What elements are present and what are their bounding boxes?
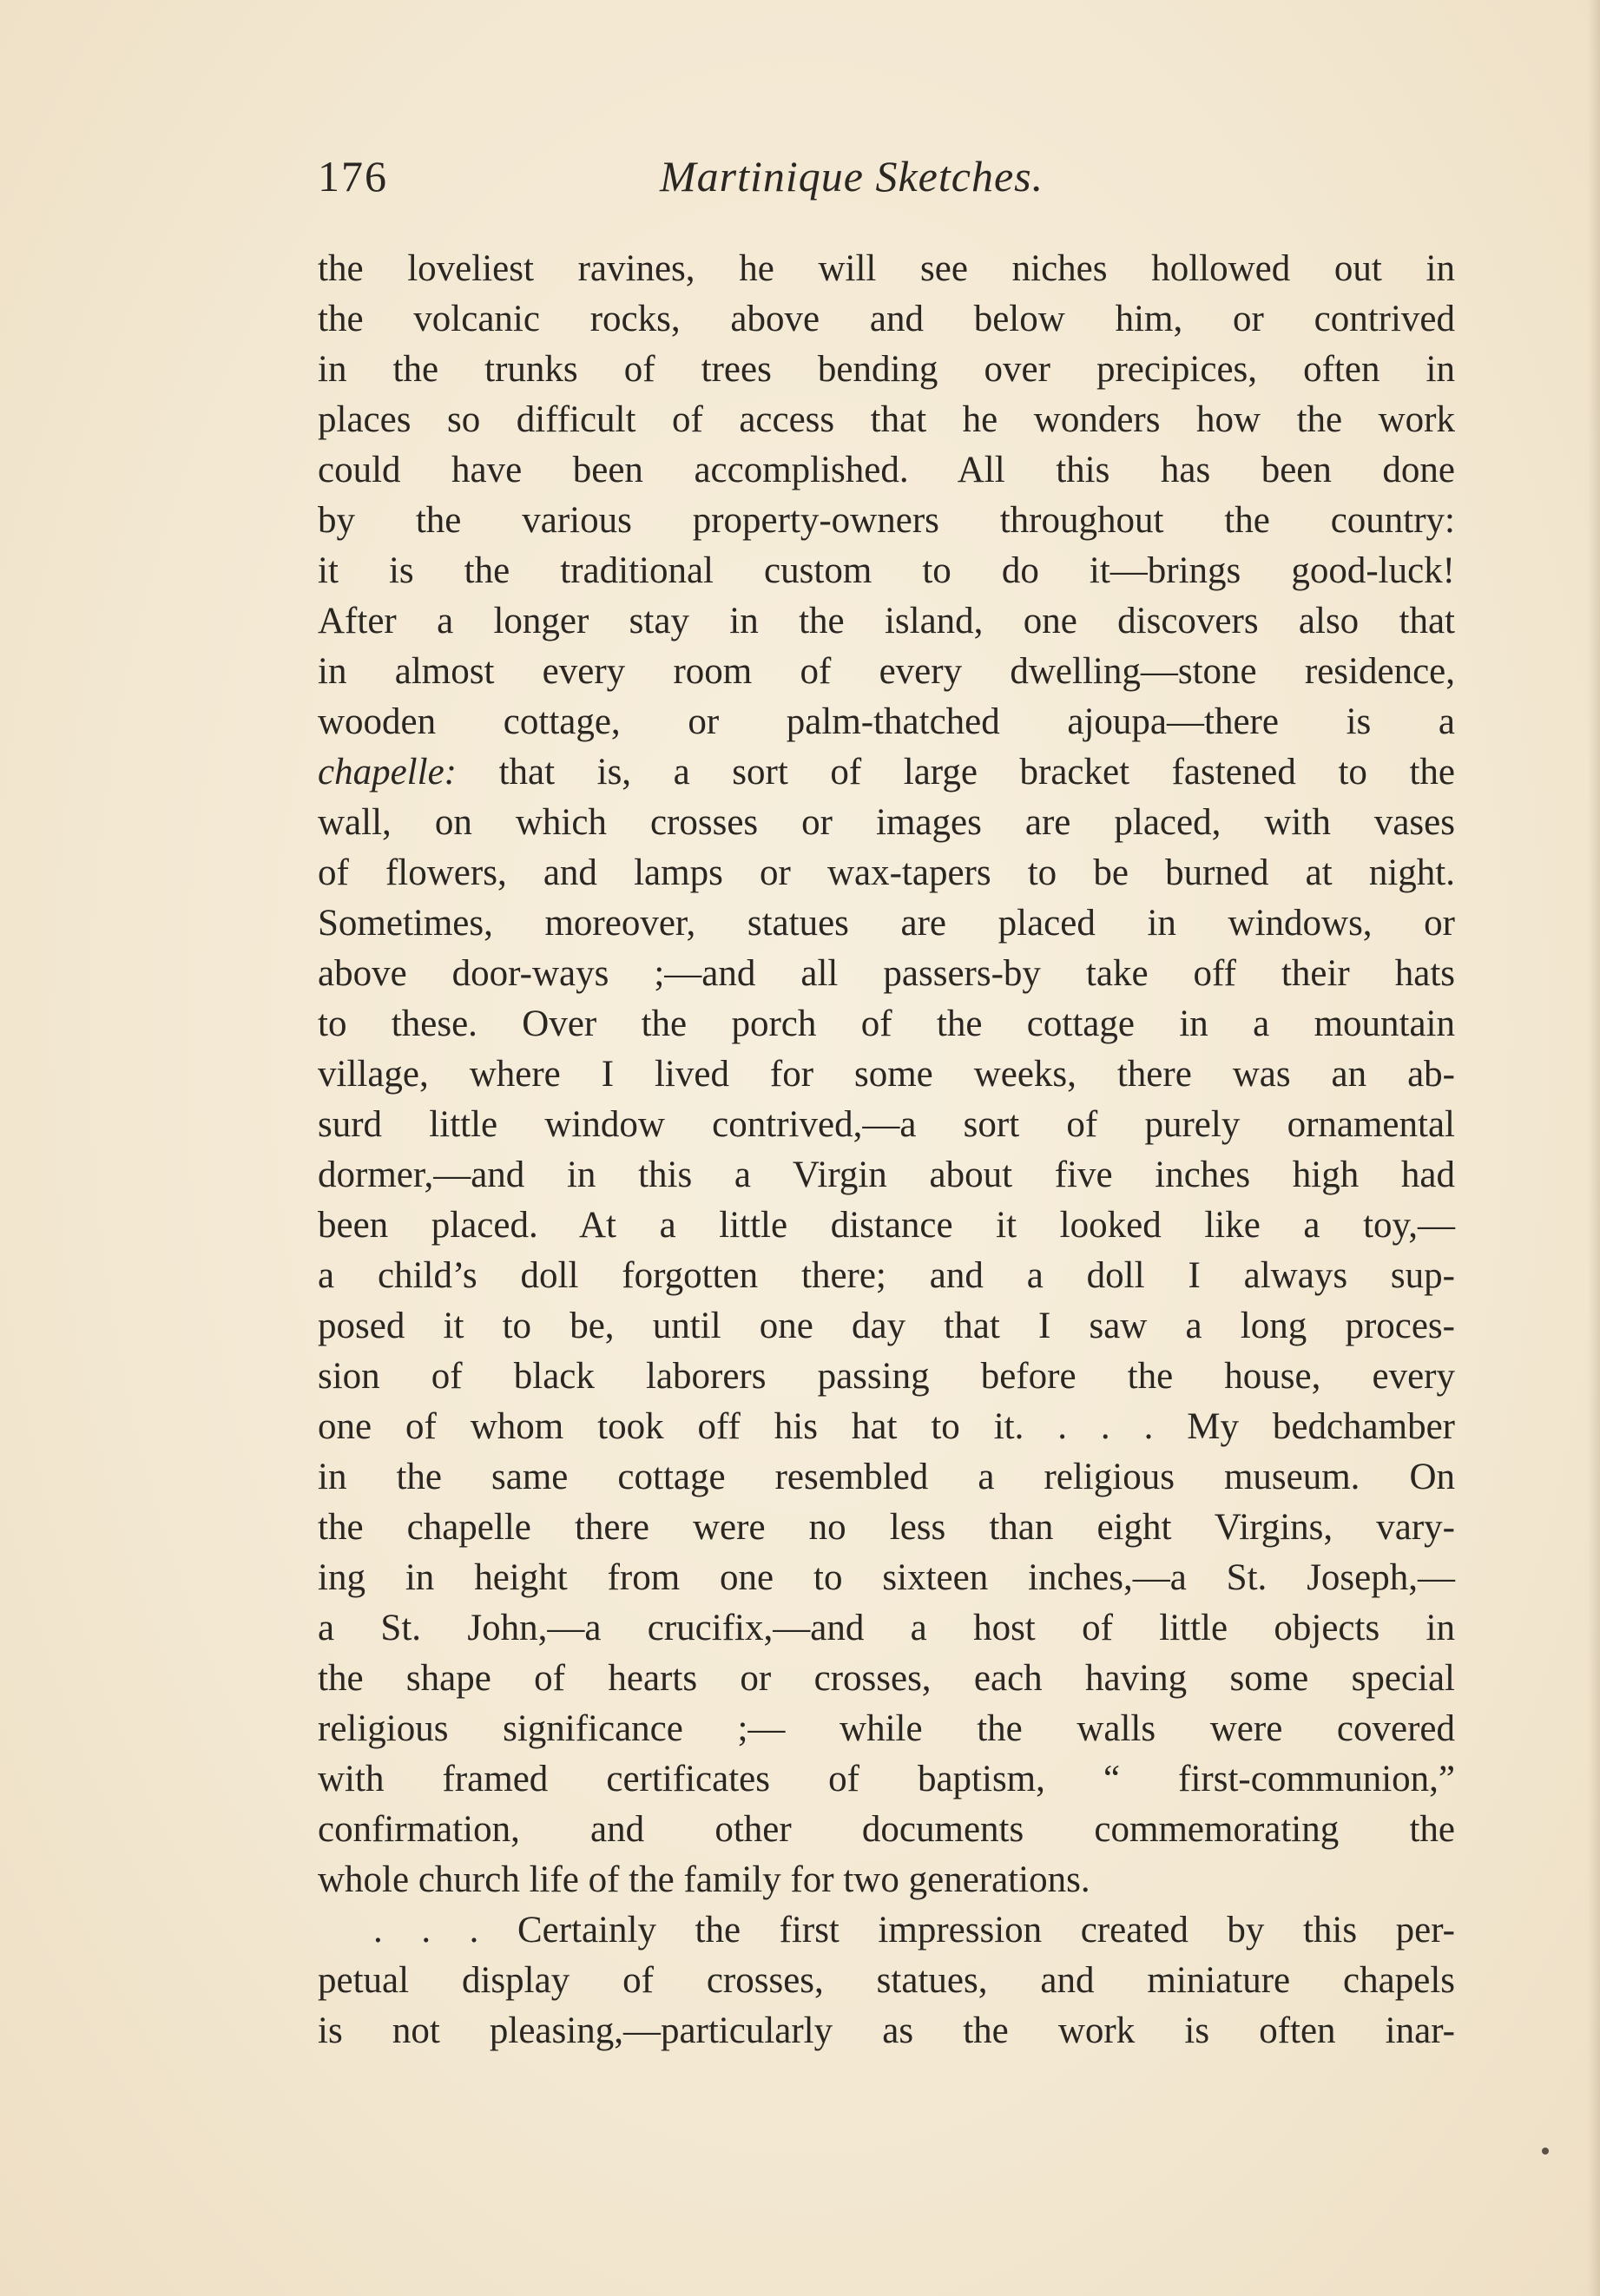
- text-line: the volcanic rocks, above and below him, or contrived: [318, 299, 1455, 339]
- page-number: 176: [318, 152, 388, 201]
- body-text: [318, 244, 1455, 2056]
- text-line: by the various property-owners throughout the country:: [318, 500, 1455, 541]
- text-line: sion of black laborers passing before the house, every: [318, 1356, 1455, 1397]
- text-line: in almost every room of every dwelling—stone residence,: [318, 651, 1455, 692]
- page-edge-shadow: [1588, 0, 1600, 2296]
- text-line: one of whom took off his hat to it. . . . My bedchamber: [318, 1406, 1455, 1447]
- text-line: it is the traditional custom to do it—brings good-luck!: [318, 550, 1455, 591]
- text-line: with framed certificates of baptism, “ first-communion,”: [318, 1759, 1455, 1799]
- text-line: could have been accomplished. All this has been done: [318, 450, 1455, 490]
- italic-term: chapelle:: [318, 752, 457, 793]
- ink-speck: [1542, 2148, 1549, 2155]
- text-line: a St. John,—a crucifix,—and a host of little objects in: [318, 1608, 1455, 1648]
- text-line: [318, 747, 1455, 798]
- text-line: been placed. At a little distance it looked like a toy,—: [318, 1205, 1455, 1246]
- text-line: of flowers, and lamps or wax-tapers to be burned at night.: [318, 852, 1455, 893]
- text-line: wooden cottage, or palm-thatched ajoupa—there is a: [318, 701, 1455, 742]
- text-line: in the trunks of trees bending over precipices, often in: [318, 349, 1455, 390]
- text-line-rest: that is, a sort of large bracket fastened to the: [456, 752, 1455, 793]
- text-line: wall, on which crosses or images are placed, with vases: [318, 802, 1455, 843]
- paragraph-end-line: whole church life of the family for two generations.: [318, 1859, 1090, 1900]
- running-title: Martinique Sketches.: [660, 152, 1044, 201]
- text-line: confirmation, and other documents commemorating the: [318, 1809, 1455, 1850]
- text-line: After a longer stay in the island, one discovers also that: [318, 601, 1455, 641]
- text-line: Sometimes, moreover, statues are placed in windows, or: [318, 903, 1455, 944]
- running-header: [318, 146, 1455, 207]
- text-line: petual display of crosses, statues, and miniature chapels: [318, 1960, 1455, 2001]
- text-line: village, where I lived for some weeks, there was an ab-: [318, 1054, 1455, 1095]
- text-line: surd little window contrived,—a sort of purely ornamental: [318, 1104, 1455, 1145]
- text-line: places so difficult of access that he wonders how the work: [318, 399, 1455, 440]
- text-line: dormer,—and in this a Virgin about five inches high had: [318, 1155, 1455, 1195]
- text-line: to these. Over the porch of the cottage in a mountain: [318, 1003, 1455, 1044]
- text-line: the loveliest ravines, he will see niches hollowed out in: [318, 248, 1455, 289]
- text-line: the shape of hearts or crosses, each having some special: [318, 1658, 1455, 1699]
- text-line: posed it to be, until one day that I saw a long proces-: [318, 1306, 1455, 1346]
- text-line: religious significance ;— while the walls were covered: [318, 1708, 1455, 1749]
- text-line: a child’s doll forgotten there; and a doll I always sup-: [318, 1255, 1455, 1296]
- paragraph-start-line: . . . Certainly the first impression created by this per-: [373, 1910, 1455, 1951]
- text-line: the chapelle there were no less than eight Virgins, vary-: [318, 1507, 1455, 1548]
- text-line: in the same cottage resembled a religious museum. On: [318, 1457, 1455, 1497]
- text-line: ing in height from one to sixteen inches,—a St. Joseph,—: [318, 1557, 1455, 1598]
- text-line: is not pleasing,—particularly as the work is often inar-: [318, 2010, 1455, 2051]
- text-line: above door-ways ;—and all passers-by take off their hats: [318, 953, 1455, 994]
